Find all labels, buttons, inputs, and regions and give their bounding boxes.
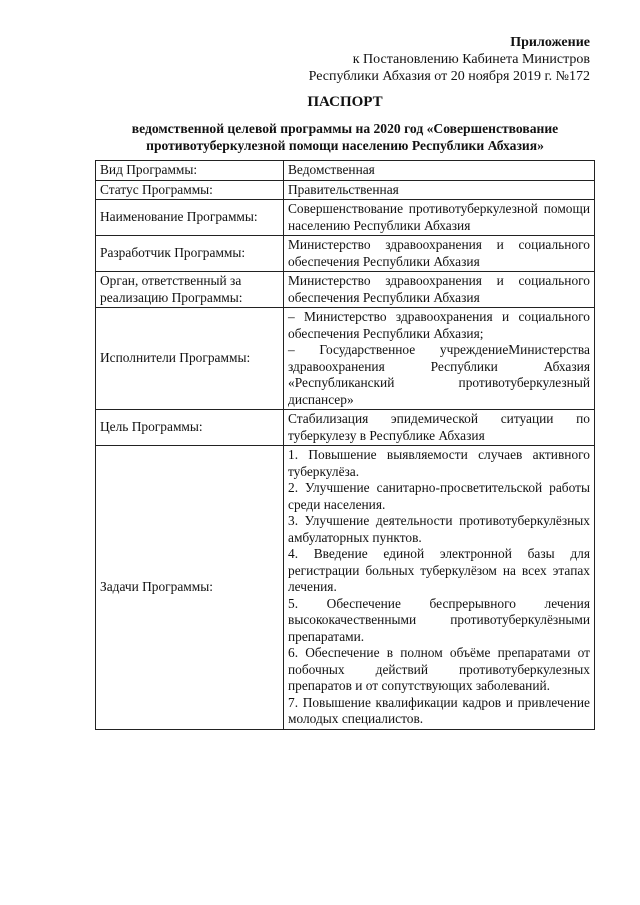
- task-item: 1. Повышение выявляемости случаев активного туберкулёза.: [288, 447, 590, 479]
- value-text: – Государственное учреждениеМинистерства здравоохранения Республики Абхазия «Республиканский противотуберкулезный диспансер»: [288, 342, 590, 407]
- task-item: 7. Повышение квалификации кадров и привлечение молодых специалистов.: [288, 694, 590, 726]
- task-item: 6. Обеспечение в полном объёме препаратами от побочных действий противотуберкулезных препаратов и от сопутствующих заболеваний.: [288, 645, 590, 693]
- row-label: Разработчик Программы:: [96, 236, 284, 272]
- value-text: Правительственная: [288, 181, 399, 197]
- value-text: Стабилизация эпидемической ситуации по туберкулезу в Республике Абхазия: [288, 411, 590, 443]
- task-item: 5. Обеспечение беспрерывного лечения высококачественными противотуберкулёзными препаратами.: [288, 595, 590, 644]
- row-value: [284, 446, 595, 730]
- table-row: [96, 236, 595, 272]
- row-label: Вид Программы:: [96, 161, 284, 181]
- resolution-reference: к Постановлению Кабинета Министров: [352, 52, 590, 67]
- value-text: Министерство здравоохранения и социального обеспечения Республики Абхазия: [288, 237, 590, 269]
- table-row: [96, 161, 595, 181]
- resolution-date: Республики Абхазия от 20 ноября 2019 г. №172: [308, 69, 590, 84]
- table-row: [96, 410, 595, 446]
- row-value: [284, 236, 595, 272]
- passport-table: [95, 160, 595, 730]
- row-label: Статус Программы:: [96, 180, 284, 200]
- value-text: Министерство здравоохранения и социального обеспечения Республики Абхазия: [288, 273, 590, 305]
- document-header: [309, 34, 590, 85]
- row-value: [284, 200, 595, 236]
- table-row: [96, 200, 595, 236]
- task-item: 4. Введение единой электронной базы для регистрации больных туберкулёзом на всех этапах лечения.: [288, 546, 590, 594]
- row-label: Наименование Программы:: [96, 200, 284, 236]
- row-value: [284, 308, 595, 410]
- subtitle-line-1: ведомственной целевой программы на 2020 год «Совершенствование: [131, 121, 559, 136]
- value-text: Совершенствование противотуберкулезной помощи населению Республики Абхазия: [288, 201, 590, 233]
- value-text: Ведомственная: [288, 162, 375, 177]
- document-subtitle: [95, 120, 595, 154]
- table-row: [96, 446, 595, 730]
- row-label: Цель Программы:: [96, 410, 284, 446]
- row-value: [284, 410, 595, 446]
- table-row: [96, 272, 595, 308]
- subtitle-line-2: противотуберкулезной помощи населению Республики Абхазия»: [146, 138, 544, 153]
- row-label: Задачи Программы:: [96, 446, 284, 730]
- table-row: [96, 180, 595, 200]
- document-title: ПАСПОРТ: [307, 94, 383, 110]
- row-value: [284, 161, 595, 181]
- task-item: 2. Улучшение санитарно-просветительской работы среди населения.: [288, 480, 590, 512]
- appendix-label: Приложение: [510, 35, 590, 50]
- row-value: [284, 272, 595, 308]
- table-row: [96, 308, 595, 410]
- row-value: [284, 180, 595, 200]
- value-text: – Министерство здравоохранения и социального обеспечения Республики Абхазия;: [288, 309, 590, 341]
- row-label: Исполнители Программы:: [96, 308, 284, 410]
- task-item: 3. Улучшение деятельности противотуберкулёзных амбулаторных пунктов.: [288, 513, 590, 545]
- row-label: Орган, ответственный за реализацию Программы:: [96, 272, 284, 308]
